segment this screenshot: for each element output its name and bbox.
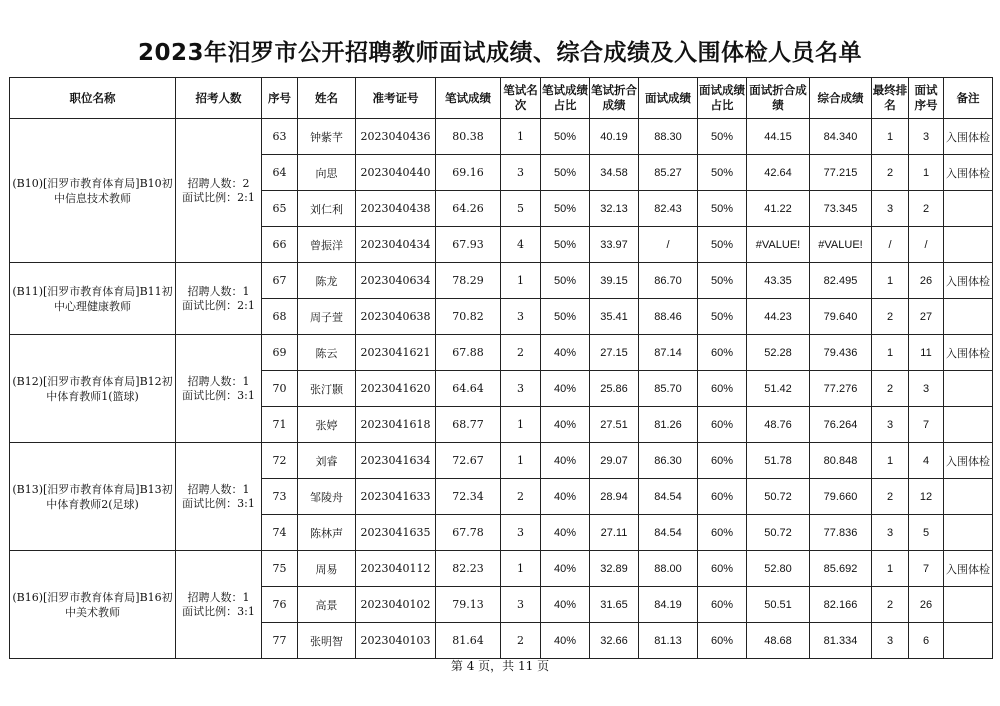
interview-score-cell: 84.54 [639, 479, 698, 515]
written-weighted-cell: 34.58 [590, 155, 639, 191]
interview-no-cell: 11 [909, 335, 944, 371]
name-cell: 钟紫芊 [298, 119, 356, 155]
written-rank-cell: 3 [501, 587, 541, 623]
serial-cell: 66 [262, 227, 298, 263]
written-rank-cell: 1 [501, 119, 541, 155]
interview-ratio: 面试比例：3:1 [182, 496, 255, 510]
results-table [9, 77, 993, 659]
interview-no-cell: 26 [909, 587, 944, 623]
header-row [10, 78, 993, 119]
exam-id-cell: 2023040112 [356, 551, 436, 587]
written-weight-cell: 40% [541, 443, 590, 479]
interview-score-cell: 88.30 [639, 119, 698, 155]
table-body [10, 119, 993, 659]
interview-score-cell: 87.14 [639, 335, 698, 371]
serial-cell: 77 [262, 623, 298, 659]
written-weighted-cell: 31.65 [590, 587, 639, 623]
remark-cell [944, 227, 993, 263]
position-name-cell: (B13)[汨罗市教育体育局]B13初中体育教师2(足球) [10, 443, 176, 551]
recruit-count: 招聘人数：2 [187, 176, 250, 190]
final-rank-cell: 2 [872, 587, 909, 623]
interview-weight-cell: 50% [698, 263, 747, 299]
interview-no-cell: 7 [909, 407, 944, 443]
remark-cell [944, 479, 993, 515]
recruit-count: 招聘人数：1 [187, 482, 250, 496]
exam-id-cell: 2023040634 [356, 263, 436, 299]
interview-no-cell: 3 [909, 119, 944, 155]
written-weighted-cell: 39.15 [590, 263, 639, 299]
serial-cell: 71 [262, 407, 298, 443]
interview-weighted-cell: 48.68 [747, 623, 810, 659]
name-cell: 周易 [298, 551, 356, 587]
written-rank-cell: 5 [501, 191, 541, 227]
interview-weighted-cell: #VALUE! [747, 227, 810, 263]
written-rank-cell: 1 [501, 551, 541, 587]
written-weight-cell: 40% [541, 335, 590, 371]
interview-score-cell: 88.46 [639, 299, 698, 335]
interview-weight-cell: 50% [698, 155, 747, 191]
name-cell: 刘睿 [298, 443, 356, 479]
final-rank-cell: 2 [872, 371, 909, 407]
interview-weighted-cell: 44.15 [747, 119, 810, 155]
written-weighted-cell: 32.89 [590, 551, 639, 587]
position-name-cell: (B10)[汨罗市教育体育局]B10初中信息技术教师 [10, 119, 176, 263]
exam-id-cell: 2023040434 [356, 227, 436, 263]
final-rank-cell: 3 [872, 191, 909, 227]
interview-no-cell: 12 [909, 479, 944, 515]
exam-id-cell: 2023041634 [356, 443, 436, 479]
written-score-cell: 64.64 [436, 371, 501, 407]
interview-no-cell: 4 [909, 443, 944, 479]
column-header: 招考人数 [176, 78, 262, 119]
final-rank-cell: 3 [872, 623, 909, 659]
interview-weighted-cell: 51.78 [747, 443, 810, 479]
written-rank-cell: 1 [501, 443, 541, 479]
exam-id-cell: 2023040436 [356, 119, 436, 155]
remark-cell [944, 407, 993, 443]
interview-weight-cell: 60% [698, 443, 747, 479]
name-cell: 邹陵舟 [298, 479, 356, 515]
column-header: 最终排名 [872, 78, 909, 119]
interview-weighted-cell: 52.80 [747, 551, 810, 587]
name-cell: 陈林声 [298, 515, 356, 551]
final-rank-cell: 3 [872, 407, 909, 443]
serial-cell: 72 [262, 443, 298, 479]
written-weighted-cell: 25.86 [590, 371, 639, 407]
table-row [10, 119, 993, 155]
remark-cell: 入围体检 [944, 443, 993, 479]
exam-id-cell: 2023041621 [356, 335, 436, 371]
final-rank-cell: 1 [872, 263, 909, 299]
recruit-count-cell [176, 335, 262, 443]
interview-score-cell: 81.26 [639, 407, 698, 443]
interview-score-cell: 84.54 [639, 515, 698, 551]
name-cell: 张明智 [298, 623, 356, 659]
name-cell: 陈云 [298, 335, 356, 371]
interview-no-cell: 27 [909, 299, 944, 335]
name-cell: 陈龙 [298, 263, 356, 299]
interview-no-cell: 26 [909, 263, 944, 299]
written-score-cell: 69.16 [436, 155, 501, 191]
exam-id-cell: 2023041620 [356, 371, 436, 407]
written-weighted-cell: 27.11 [590, 515, 639, 551]
total-score-cell: 79.640 [810, 299, 872, 335]
exam-id-cell: 2023040638 [356, 299, 436, 335]
column-header: 准考证号 [356, 78, 436, 119]
total-score-cell: 77.836 [810, 515, 872, 551]
written-rank-cell: 3 [501, 299, 541, 335]
serial-cell: 65 [262, 191, 298, 227]
interview-weight-cell: 60% [698, 515, 747, 551]
interview-weight-cell: 60% [698, 371, 747, 407]
written-weighted-cell: 27.51 [590, 407, 639, 443]
interview-score-cell: / [639, 227, 698, 263]
written-score-cell: 82.23 [436, 551, 501, 587]
recruit-count: 招聘人数：1 [187, 374, 250, 388]
serial-cell: 64 [262, 155, 298, 191]
interview-score-cell: 85.70 [639, 371, 698, 407]
table-row [10, 263, 993, 299]
interview-weight-cell: 60% [698, 587, 747, 623]
total-score-cell: 77.276 [810, 371, 872, 407]
name-cell: 向思 [298, 155, 356, 191]
name-cell: 周子萱 [298, 299, 356, 335]
interview-weighted-cell: 50.72 [747, 479, 810, 515]
recruit-count: 招聘人数：1 [187, 284, 250, 298]
interview-no-cell: 3 [909, 371, 944, 407]
written-rank-cell: 3 [501, 371, 541, 407]
column-header: 笔试折合成绩 [590, 78, 639, 119]
total-score-cell: 80.848 [810, 443, 872, 479]
total-score-cell: 77.215 [810, 155, 872, 191]
written-weighted-cell: 28.94 [590, 479, 639, 515]
name-cell: 张婷 [298, 407, 356, 443]
name-cell: 张汀颢 [298, 371, 356, 407]
position-name-cell: (B11)[汨罗市教育体育局]B11初中心理健康教师 [10, 263, 176, 335]
table-row [10, 443, 993, 479]
written-rank-cell: 3 [501, 515, 541, 551]
final-rank-cell: 1 [872, 335, 909, 371]
interview-ratio: 面试比例：3:1 [182, 604, 255, 618]
written-weighted-cell: 40.19 [590, 119, 639, 155]
interview-weighted-cell: 43.35 [747, 263, 810, 299]
final-rank-cell: 1 [872, 443, 909, 479]
table-row [10, 551, 993, 587]
written-weight-cell: 50% [541, 155, 590, 191]
written-weighted-cell: 33.97 [590, 227, 639, 263]
written-score-cell: 67.88 [436, 335, 501, 371]
serial-cell: 74 [262, 515, 298, 551]
interview-no-cell: 1 [909, 155, 944, 191]
total-score-cell: 82.166 [810, 587, 872, 623]
interview-weighted-cell: 50.51 [747, 587, 810, 623]
written-weight-cell: 40% [541, 479, 590, 515]
position-name-cell: (B16)[汨罗市教育体育局]B16初中美术教师 [10, 551, 176, 659]
name-cell: 曾振洋 [298, 227, 356, 263]
final-rank-cell: 2 [872, 479, 909, 515]
position-name-cell: (B12)[汨罗市教育体育局]B12初中体育教师1(篮球) [10, 335, 176, 443]
remark-cell [944, 515, 993, 551]
written-weighted-cell: 29.07 [590, 443, 639, 479]
total-score-cell: 82.495 [810, 263, 872, 299]
written-weight-cell: 40% [541, 551, 590, 587]
written-rank-cell: 2 [501, 335, 541, 371]
remark-cell [944, 371, 993, 407]
written-score-cell: 70.82 [436, 299, 501, 335]
column-header: 综合成绩 [810, 78, 872, 119]
interview-weight-cell: 50% [698, 299, 747, 335]
interview-weighted-cell: 52.28 [747, 335, 810, 371]
written-score-cell: 67.93 [436, 227, 501, 263]
remark-cell: 入围体检 [944, 263, 993, 299]
written-weighted-cell: 35.41 [590, 299, 639, 335]
exam-id-cell: 2023041633 [356, 479, 436, 515]
column-header: 面试折合成绩 [747, 78, 810, 119]
total-score-cell: 79.436 [810, 335, 872, 371]
total-score-cell: 84.340 [810, 119, 872, 155]
written-weight-cell: 50% [541, 191, 590, 227]
interview-score-cell: 82.43 [639, 191, 698, 227]
interview-weight-cell: 50% [698, 119, 747, 155]
written-rank-cell: 2 [501, 623, 541, 659]
written-weight-cell: 50% [541, 227, 590, 263]
interview-weight-cell: 60% [698, 479, 747, 515]
interview-score-cell: 81.13 [639, 623, 698, 659]
interview-score-cell: 85.27 [639, 155, 698, 191]
interview-score-cell: 84.19 [639, 587, 698, 623]
written-score-cell: 64.26 [436, 191, 501, 227]
final-rank-cell: 2 [872, 299, 909, 335]
total-score-cell: 79.660 [810, 479, 872, 515]
interview-weight-cell: 60% [698, 407, 747, 443]
interview-no-cell: / [909, 227, 944, 263]
written-score-cell: 81.64 [436, 623, 501, 659]
recruit-count-cell [176, 119, 262, 263]
interview-weighted-cell: 50.72 [747, 515, 810, 551]
remark-cell: 入围体检 [944, 551, 993, 587]
interview-weight-cell: 60% [698, 623, 747, 659]
interview-weight-cell: 60% [698, 335, 747, 371]
written-weighted-cell: 32.66 [590, 623, 639, 659]
interview-weighted-cell: 48.76 [747, 407, 810, 443]
interview-ratio: 面试比例：3:1 [182, 388, 255, 402]
serial-cell: 75 [262, 551, 298, 587]
interview-weight-cell: 50% [698, 191, 747, 227]
final-rank-cell: 2 [872, 155, 909, 191]
written-score-cell: 72.67 [436, 443, 501, 479]
remark-cell: 入围体检 [944, 335, 993, 371]
column-header: 备注 [944, 78, 993, 119]
written-score-cell: 67.78 [436, 515, 501, 551]
written-score-cell: 72.34 [436, 479, 501, 515]
exam-id-cell: 2023040438 [356, 191, 436, 227]
final-rank-cell: / [872, 227, 909, 263]
column-header: 笔试名次 [501, 78, 541, 119]
written-weight-cell: 40% [541, 515, 590, 551]
final-rank-cell: 1 [872, 551, 909, 587]
final-rank-cell: 3 [872, 515, 909, 551]
total-score-cell: 76.264 [810, 407, 872, 443]
remark-cell [944, 191, 993, 227]
column-header: 姓名 [298, 78, 356, 119]
serial-cell: 76 [262, 587, 298, 623]
written-score-cell: 79.13 [436, 587, 501, 623]
interview-score-cell: 86.70 [639, 263, 698, 299]
column-header: 笔试成绩占比 [541, 78, 590, 119]
column-header: 笔试成绩 [436, 78, 501, 119]
table-row [10, 335, 993, 371]
serial-cell: 63 [262, 119, 298, 155]
interview-weighted-cell: 51.42 [747, 371, 810, 407]
interview-no-cell: 5 [909, 515, 944, 551]
interview-score-cell: 86.30 [639, 443, 698, 479]
written-rank-cell: 1 [501, 407, 541, 443]
exam-id-cell: 2023041635 [356, 515, 436, 551]
written-score-cell: 78.29 [436, 263, 501, 299]
column-header: 面试成绩 [639, 78, 698, 119]
interview-ratio: 面试比例：2:1 [182, 298, 255, 312]
recruit-count-cell [176, 263, 262, 335]
interview-no-cell: 2 [909, 191, 944, 227]
total-score-cell: 85.692 [810, 551, 872, 587]
written-rank-cell: 1 [501, 263, 541, 299]
total-score-cell: 73.345 [810, 191, 872, 227]
interview-no-cell: 6 [909, 623, 944, 659]
interview-weighted-cell: 42.64 [747, 155, 810, 191]
written-score-cell: 80.38 [436, 119, 501, 155]
serial-cell: 68 [262, 299, 298, 335]
interview-ratio: 面试比例：2:1 [182, 190, 255, 204]
column-header: 序号 [262, 78, 298, 119]
written-weight-cell: 40% [541, 371, 590, 407]
name-cell: 高景 [298, 587, 356, 623]
column-header: 面试序号 [909, 78, 944, 119]
recruit-count-cell [176, 551, 262, 659]
page-footer: 第 4 页，共 11 页 [450, 659, 550, 673]
remark-cell [944, 623, 993, 659]
written-weight-cell: 50% [541, 299, 590, 335]
serial-cell: 67 [262, 263, 298, 299]
written-weight-cell: 50% [541, 119, 590, 155]
exam-id-cell: 2023040102 [356, 587, 436, 623]
written-weight-cell: 40% [541, 623, 590, 659]
written-weight-cell: 40% [541, 407, 590, 443]
interview-weighted-cell: 41.22 [747, 191, 810, 227]
final-rank-cell: 1 [872, 119, 909, 155]
remark-cell: 入围体检 [944, 119, 993, 155]
name-cell: 刘仁利 [298, 191, 356, 227]
interview-weight-cell: 50% [698, 227, 747, 263]
written-rank-cell: 4 [501, 227, 541, 263]
written-weight-cell: 50% [541, 263, 590, 299]
written-rank-cell: 3 [501, 155, 541, 191]
recruit-count-cell [176, 443, 262, 551]
written-weight-cell: 40% [541, 587, 590, 623]
interview-no-cell: 7 [909, 551, 944, 587]
exam-id-cell: 2023040103 [356, 623, 436, 659]
written-weighted-cell: 27.15 [590, 335, 639, 371]
written-weighted-cell: 32.13 [590, 191, 639, 227]
remark-cell: 入围体检 [944, 155, 993, 191]
serial-cell: 73 [262, 479, 298, 515]
written-score-cell: 68.77 [436, 407, 501, 443]
recruit-count: 招聘人数：1 [187, 590, 250, 604]
page-title: 2023年汨罗市公开招聘教师面试成绩、综合成绩及入围体检人员名单 [137, 40, 862, 66]
interview-score-cell: 88.00 [639, 551, 698, 587]
total-score-cell: #VALUE! [810, 227, 872, 263]
column-header: 面试成绩占比 [698, 78, 747, 119]
written-rank-cell: 2 [501, 479, 541, 515]
remark-cell [944, 299, 993, 335]
column-header: 职位名称 [10, 78, 176, 119]
remark-cell [944, 587, 993, 623]
exam-id-cell: 2023040440 [356, 155, 436, 191]
interview-weight-cell: 60% [698, 551, 747, 587]
serial-cell: 70 [262, 371, 298, 407]
interview-weighted-cell: 44.23 [747, 299, 810, 335]
exam-id-cell: 2023041618 [356, 407, 436, 443]
total-score-cell: 81.334 [810, 623, 872, 659]
serial-cell: 69 [262, 335, 298, 371]
